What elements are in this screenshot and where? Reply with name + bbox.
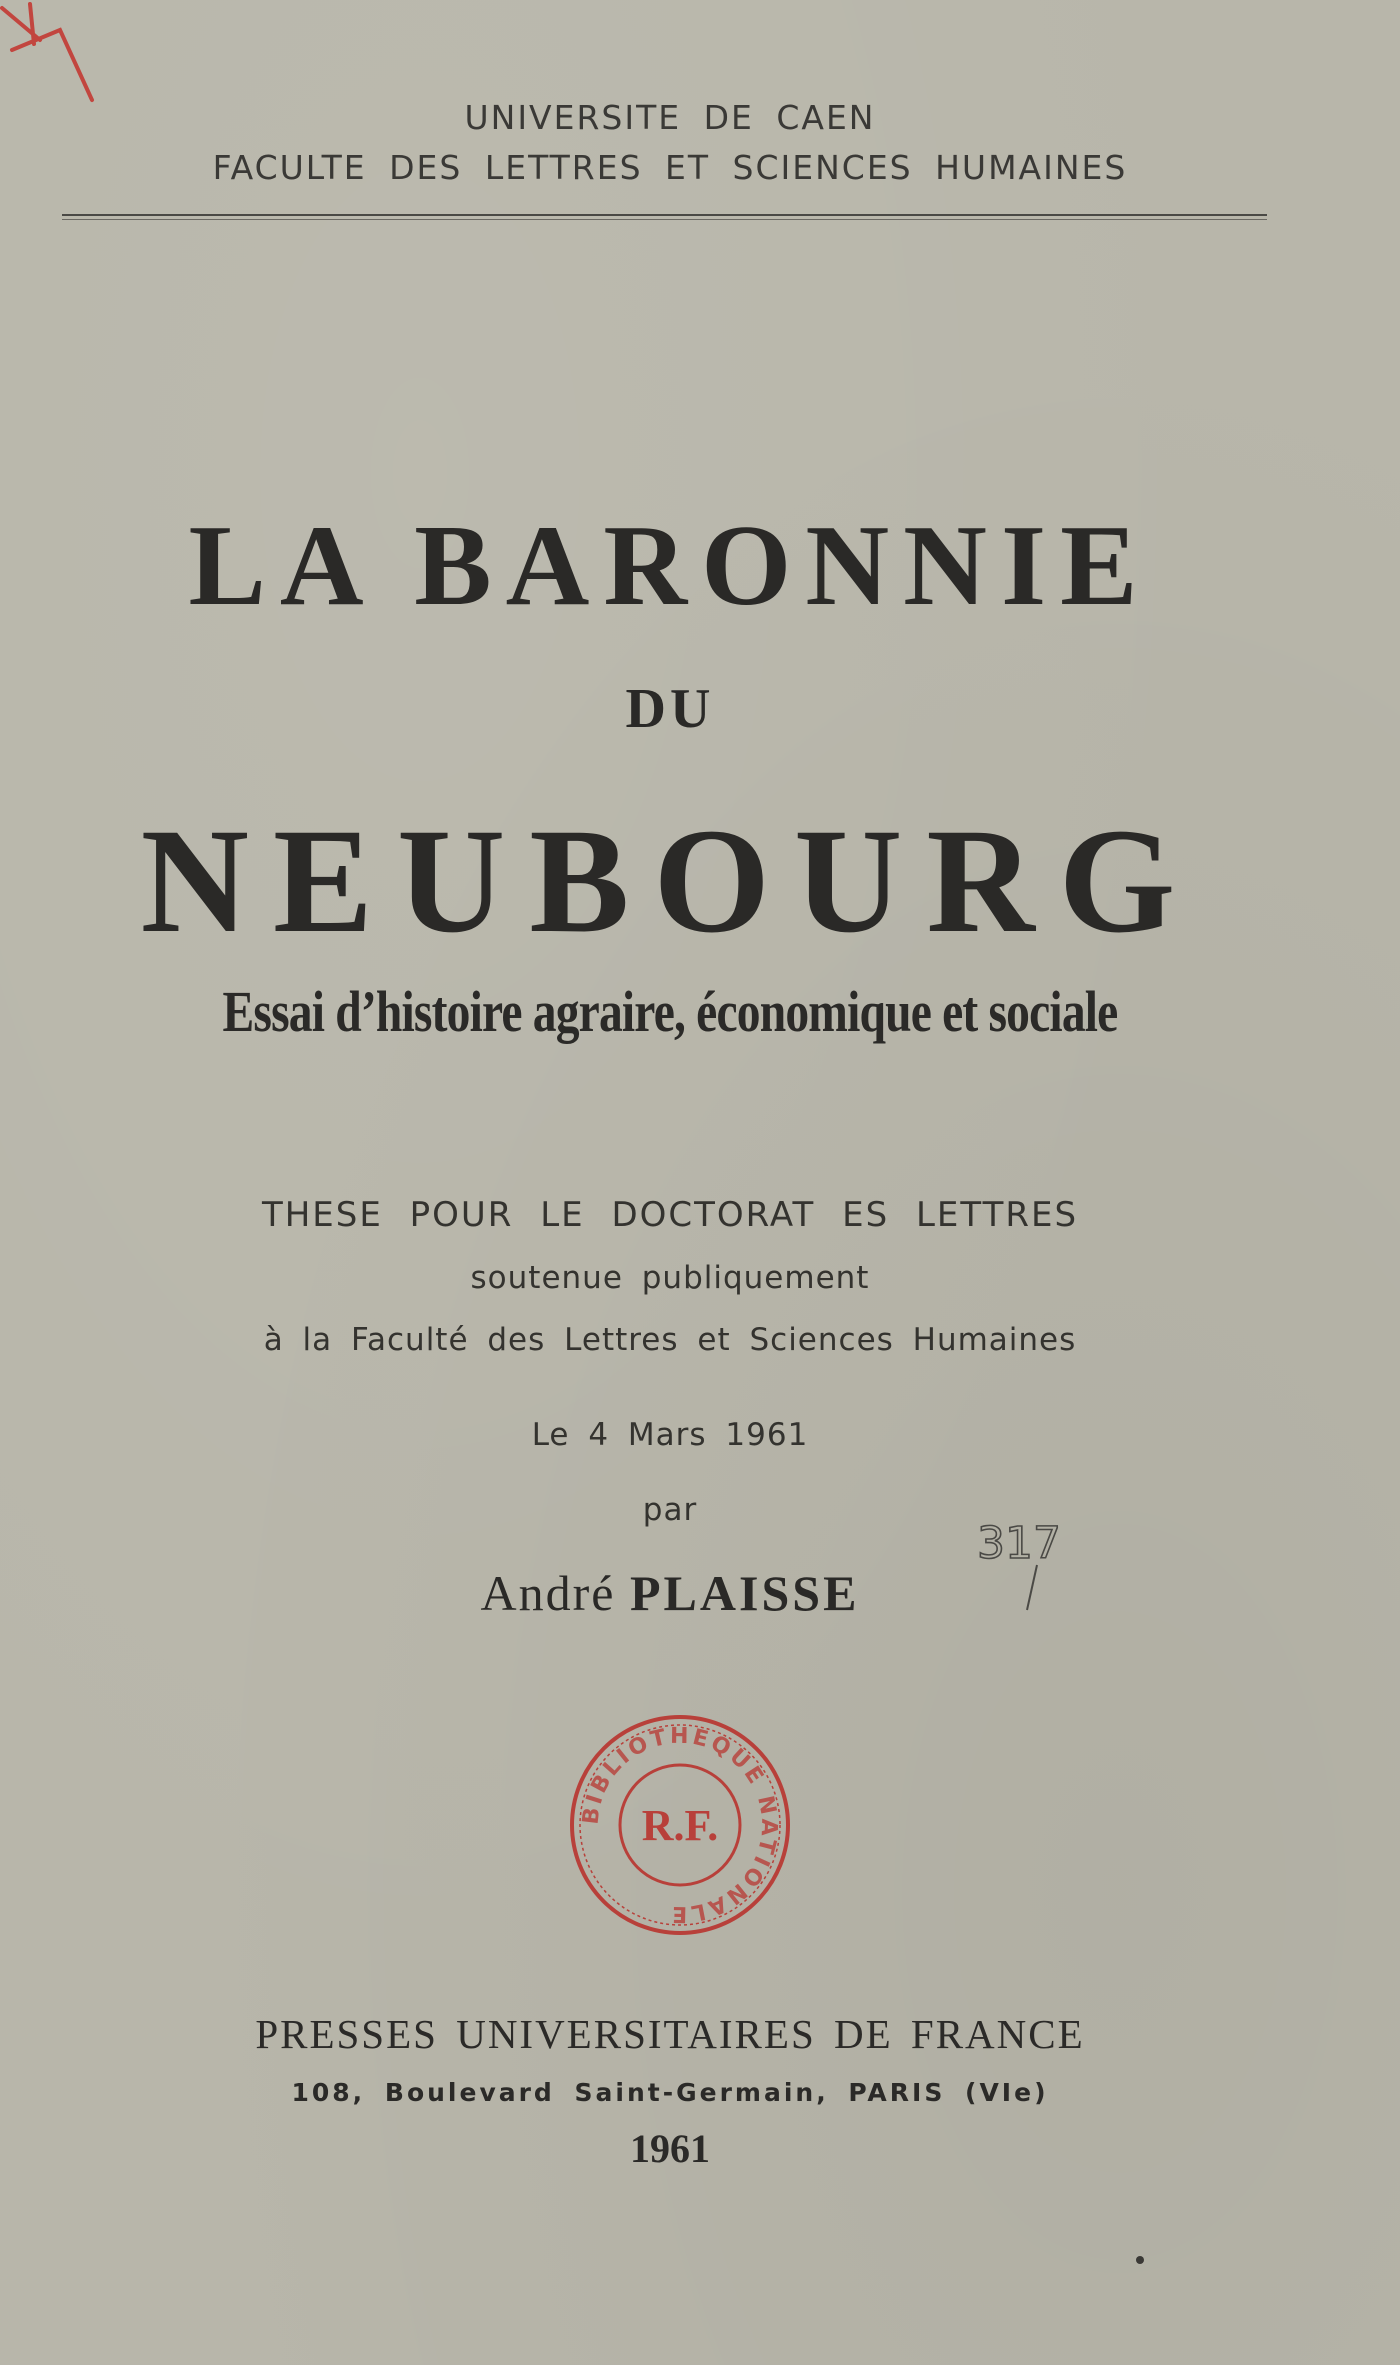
- university-name: UNIVERSITE DE CAEN: [464, 98, 876, 137]
- handwritten-shelf-number: [975, 1510, 1065, 1620]
- author-first-name: André: [480, 1565, 616, 1621]
- title-line-1: LA BARONNIE: [188, 502, 1152, 630]
- faculty-name: FACULTE DES LETTRES ET SCIENCES HUMAINES: [212, 148, 1128, 187]
- red-pencil-mark: [0, 0, 110, 110]
- header-divider-thin: [62, 219, 1267, 220]
- publisher-name: PRESSES UNIVERSITAIRES DE FRANCE: [255, 2011, 1085, 2057]
- publication-year: 1961: [630, 2126, 710, 2171]
- subtitle: Essai d’histoire agraire, économique et sociale: [222, 979, 1118, 1044]
- title-line-2: DU: [625, 678, 715, 740]
- library-stamp: [565, 1710, 795, 1940]
- handwritten-number: 317: [977, 1518, 1061, 1569]
- author-last-name: PLAISSE: [630, 1565, 860, 1621]
- thesis-line-1: THESE POUR LE DOCTORAT ES LETTRES: [261, 1195, 1079, 1235]
- stamp-center-text: R.F.: [641, 1801, 719, 1850]
- defense-date: Le 4 Mars 1961: [531, 1417, 809, 1453]
- author-name: [0, 1564, 1340, 1622]
- stamp-ring-text: BIBLIOTHEQUE NATIONALE: [578, 1723, 782, 1927]
- by-label: par: [642, 1492, 698, 1528]
- thesis-line-2: soutenue publiquement: [470, 1260, 870, 1296]
- title-line-3: NEUBOURG: [140, 798, 1200, 964]
- header-divider: [62, 214, 1267, 216]
- thesis-line-3: à la Faculté des Lettres et Sciences Humaines: [263, 1322, 1077, 1358]
- publisher-address: 108, Boulevard Saint-Germain, PARIS (VIe): [291, 2078, 1049, 2107]
- ink-dot: [1136, 2256, 1144, 2264]
